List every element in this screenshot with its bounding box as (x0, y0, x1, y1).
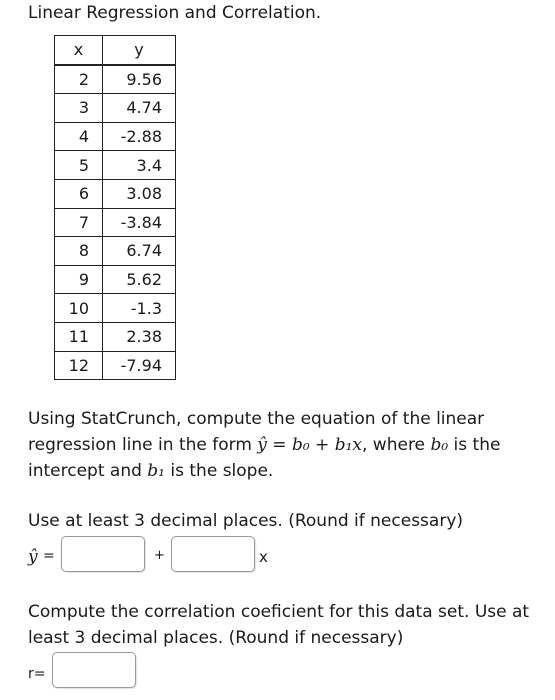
cell-x: 4 (55, 122, 103, 151)
column-header-x: x (55, 36, 103, 65)
cell-x: 5 (55, 151, 103, 180)
question-text: Using StatCrunch, compute the equation of the linear regression line in the form (28, 409, 485, 455)
plus-sign: + (154, 548, 165, 563)
correlation-question: Compute the correlation coeficient for this data set. Use at least 3 decimal places. (Round if necessary) (28, 602, 530, 648)
cell-y: 9.56 (103, 65, 176, 94)
cell-y: 3.4 (103, 151, 176, 180)
page-title: Linear Regression and Correlation. (28, 3, 322, 23)
cell-y: 2.38 (103, 322, 176, 351)
cell-y: 6.74 (103, 237, 176, 266)
cell-x: 6 (55, 179, 103, 208)
cell-y: 4.74 (103, 94, 176, 123)
cell-y: -2.88 (103, 122, 176, 151)
cell-y: -7.94 (103, 351, 176, 380)
regression-question (28, 406, 548, 484)
table-row (55, 208, 176, 237)
cell-x: 10 (55, 294, 103, 323)
equals-sign: = (43, 548, 55, 564)
regression-formula: ŷ = b₀ + b₁x (257, 435, 362, 455)
cell-x: 11 (55, 322, 103, 351)
cell-x: 2 (55, 65, 103, 94)
intercept-symbol: b₀ (430, 435, 449, 455)
intercept-input[interactable] (61, 536, 145, 572)
question-text: is the slope. (165, 461, 274, 481)
table-row (55, 94, 176, 123)
cell-x: 9 (55, 265, 103, 294)
question-text: , where (362, 435, 431, 455)
x-variable-label: x (259, 548, 268, 566)
cell-x: 12 (55, 351, 103, 380)
slope-input[interactable] (171, 536, 255, 572)
cell-y: -1.3 (103, 294, 176, 323)
table-row (55, 265, 176, 294)
question-text: is the intercept and (28, 435, 501, 481)
column-header-y: y (103, 36, 176, 65)
cell-y: 3.08 (103, 179, 176, 208)
table-row (55, 179, 176, 208)
rounding-instruction: Use at least 3 decimal places. (Round if necessary) (28, 511, 464, 531)
table-row (55, 237, 176, 266)
table-row (55, 322, 176, 351)
cell-x: 3 (55, 94, 103, 123)
cell-x: 8 (55, 237, 103, 266)
table-row (55, 294, 176, 323)
slope-symbol: b₁ (147, 461, 165, 481)
table-header-row (55, 36, 176, 65)
table-row (55, 351, 176, 380)
data-table (54, 35, 176, 380)
table-row (55, 151, 176, 180)
cell-y: -3.84 (103, 208, 176, 237)
cell-x: 7 (55, 208, 103, 237)
yhat-symbol: ŷ (28, 547, 38, 567)
correlation-input[interactable] (52, 652, 136, 688)
cell-y: 5.62 (103, 265, 176, 294)
table-row (55, 122, 176, 151)
correlation-label: r= (28, 666, 46, 682)
table-row (55, 65, 176, 94)
